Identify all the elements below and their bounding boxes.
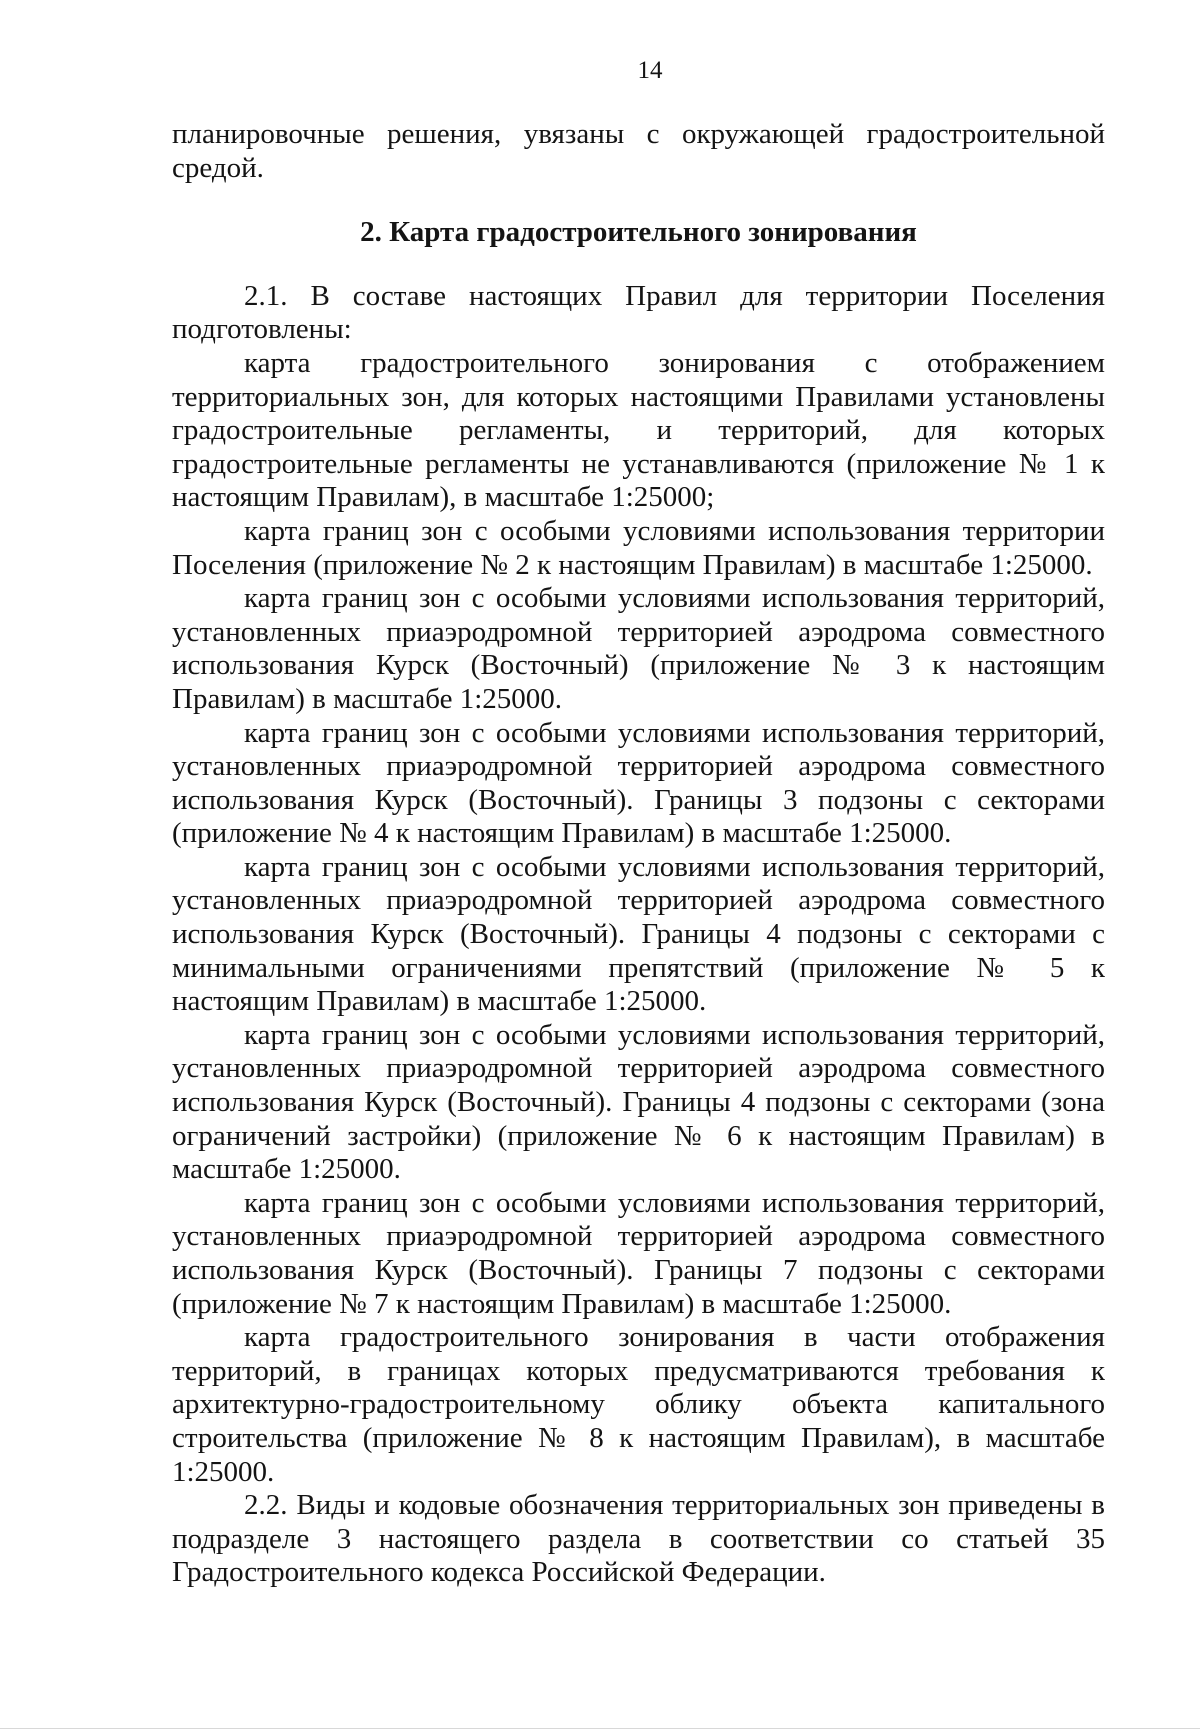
paragraph-airfield-map-appendix-5: карта границ зон с особыми условиями использования территорий, установленных приаэродромной территорией аэродрома совместного использования Курск (Восточный). Границы 4 подзоны с секторами с минимальными ограничениями препятствий (приложение № 5 к настоящим Правилам) в масштабе 1:25000. (172, 850, 1105, 1018)
paragraph-airfield-map-appendix-3: карта границ зон с особыми условиями использования территорий, установленных приаэродромной территорией аэродрома совместного использования Курск (Восточный) (приложение № 3 к настоящим Правилам) в масштабе 1:25000. (172, 582, 1105, 715)
paragraph-2-1-intro: 2.1. В составе настоящих Правил для территории Поселения подготовлены: (172, 279, 1105, 346)
section-heading: 2. Карта градостроительного зонирования (360, 216, 917, 249)
paragraph-zoning-map: карта градостроительного зонирования с отображением территориальных зон, для которых настоящими Правилами установлены градостроительные регламенты, и территорий, для которых градостроительные регламенты не устанавливаются (приложение № 1 к настоящим Правилам), в масштабе 1:25000; (172, 346, 1105, 514)
page-number: 14 (637, 57, 663, 84)
paragraph-special-conditions-map: карта границ зон с особыми условиями использования территории Поселения (приложение № 2 к настоящим Правилам) в масштабе 1:25000. (172, 514, 1105, 581)
bottom-scan-edge (0, 1728, 1200, 1729)
document-body (172, 118, 1105, 1590)
paragraph-airfield-map-appendix-6: карта границ зон с особыми условиями использования территорий, установленных приаэродромной территорией аэродрома совместного использования Курск (Восточный). Границы 4 подзоны с секторами (зона ограничений застройки) (приложение № 6 к настоящим Правилам) в масштабе 1:25000. (172, 1018, 1105, 1186)
paragraph-2-2-zone-codes: 2.2. Виды и кодовые обозначения территориальных зон приведены в подразделе 3 настоящего раздела в соответствии со статьей 35 Градостроительного кодекса Российской Федерации. (172, 1489, 1105, 1589)
paragraph-continuation: планировочные решения, увязаны с окружающей градостроительной средой. (172, 118, 1105, 184)
paragraph-airfield-map-appendix-7: карта границ зон с особыми условиями использования территорий, установленных приаэродромной территорией аэродрома совместного использования Курск (Восточный). Границы 7 подзоны с секторами (приложение № 7 к настоящим Правилам) в масштабе 1:25000. (172, 1186, 1105, 1320)
paragraph-airfield-map-appendix-4: карта границ зон с особыми условиями использования территорий, установленных приаэродромной территорией аэродрома совместного использования Курск (Восточный). Границы 3 подзоны с секторами (приложение № 4 к настоящим Правилам) в масштабе 1:25000. (172, 716, 1105, 850)
paragraph-architectural-appearance-map: карта градостроительного зонирования в части отображения территорий, в границах которых предусматриваются требования к архитектурно-градостроительному облику объекта капитального строительства (приложение № 8 к настоящим Правилам), в масштабе 1:25000. (172, 1321, 1105, 1488)
